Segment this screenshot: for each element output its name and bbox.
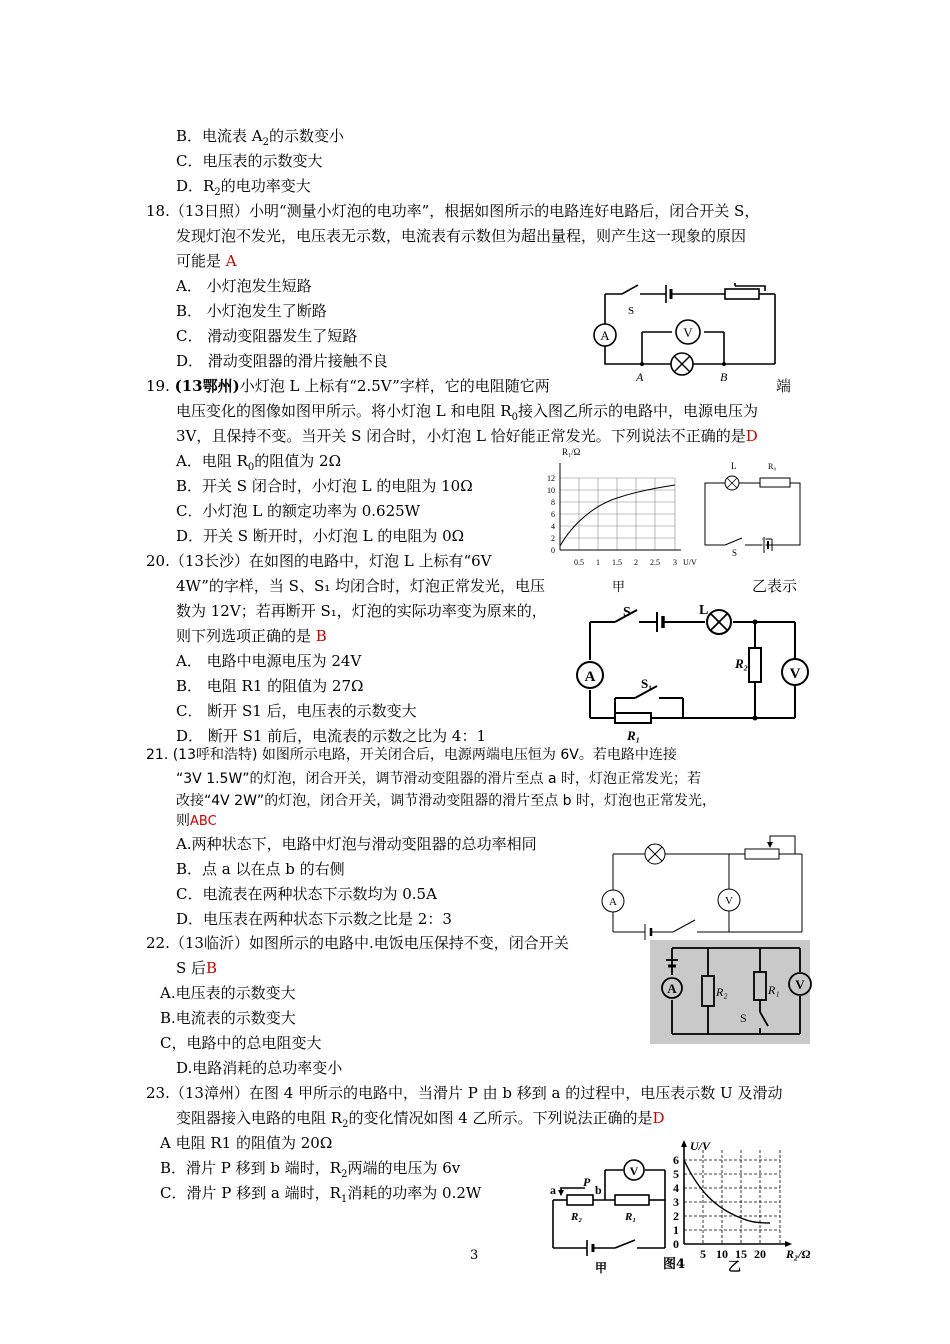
- q20-stem-line1: 20.（13长沙）在如图的电路中，灯泡 L 上标有“6V: [146, 552, 492, 570]
- q21-answer: ABC: [190, 814, 217, 829]
- q18-stem-line3: 可能是 A: [176, 252, 237, 270]
- graph-x-label: U/V: [683, 558, 697, 567]
- svg-text:12: 12: [547, 474, 555, 483]
- svg-text:1: 1: [596, 558, 600, 567]
- q18-option-b: B． 小灯泡发生了断路: [176, 302, 327, 320]
- q23-circuit-figure: [545, 1140, 675, 1275]
- resistor-r2-label: R₂: [716, 985, 728, 999]
- q20-stem-line2: 4W”的字样，当 S、S₁ 均闭合时，灯泡正常发光，电压: [176, 577, 546, 595]
- q17-option-d: D．$R_2$的电功率变大: [176, 177, 311, 198]
- q20-stem-line3: 数为 12V；若再断开 S₁，灯泡的实际功率变为原来的，: [176, 602, 547, 620]
- q19-stem-line1-end: 端: [776, 377, 792, 395]
- lamp-label: L: [731, 461, 737, 471]
- switch-s1-label: S₁: [641, 676, 653, 691]
- svg-text:3: 3: [673, 558, 677, 567]
- point-a-label: A: [636, 370, 644, 384]
- ammeter-label: A: [600, 328, 610, 343]
- q18-option-d: D． 滑动变阻器的滑片接触不良: [176, 352, 388, 370]
- svg-text:8: 8: [551, 498, 555, 507]
- svg-text:0.5: 0.5: [574, 558, 584, 567]
- q20-option-c: C． 断开 S1 后，电压表的示数变大: [176, 702, 417, 720]
- svg-text:2: 2: [551, 534, 555, 543]
- ammeter-label: A: [584, 669, 596, 685]
- q21-option-d: D．电压表在两种状态下示数之比是 2：3: [176, 910, 452, 928]
- svg-text:15: 15: [735, 1247, 747, 1261]
- q19-option-d: D．开关 S 断开时，小灯泡 L 的电阻为 0Ω: [176, 527, 465, 545]
- voltage-curve: [684, 1160, 770, 1223]
- q19-answer: D: [745, 427, 758, 445]
- switch-label: S: [732, 548, 738, 558]
- q23-option-a: A 电阻 R1 的阻值为 20Ω: [160, 1134, 333, 1152]
- svg-text:0: 0: [551, 546, 555, 555]
- q17-option-b: B．电流表 $A_2$的示数变小: [176, 127, 345, 148]
- q20-answer: B: [315, 627, 327, 645]
- resistance-curve: [560, 485, 675, 546]
- q18-option-a: A． 小灯泡发生短路: [176, 277, 312, 295]
- q19-stem-line3: 3V，且保持不变。当开关 S 闭合时，小灯泡 L 恰好能正常发光。下列说法不正确的是D: [176, 427, 758, 445]
- svg-text:2: 2: [634, 558, 638, 567]
- switch-label: S: [740, 1011, 747, 1025]
- svg-text:4: 4: [673, 1181, 679, 1195]
- voltmeter-label: V: [789, 666, 801, 682]
- resistor-r1-label: R₁: [768, 983, 780, 997]
- q23-option-b: B．滑片 P 移到 b 端时，$R_2$两端的电压为 6v: [160, 1159, 461, 1180]
- q21-stem-line2: “3V 1.5W”的灯泡，闭合开关，调节滑动变阻器的滑片至点 a 时，灯泡正常发光；若: [176, 771, 702, 787]
- q19-fig-yi-caption: 乙表示: [752, 577, 798, 595]
- q20-circuit-figure: [575, 600, 810, 745]
- q19-option-a: A．电阻 $R_0$的阻值为 2Ω: [176, 452, 342, 473]
- q22-option-c: C，电路中的总电阻变大: [160, 1034, 322, 1052]
- resistor-label: R₀: [768, 462, 777, 471]
- q21-option-b: B．点 a 以在点 b 的右侧: [176, 860, 345, 878]
- graph-y-label: R₁/Ω: [562, 447, 581, 457]
- q23-graph-figure: [670, 1140, 820, 1260]
- point-a-label: a: [550, 1183, 556, 1197]
- q18-answer: A: [225, 252, 237, 270]
- q19-option-c: C．小灯泡 L 的额定功率为 0.625W: [176, 502, 421, 520]
- q19-stem-line2: 电压变化的图像如图甲所示。将小灯泡 L 和电阻 $R_0$接入图乙所示的电路中，电源电压为: [176, 402, 758, 423]
- svg-text:1.5: 1.5: [612, 558, 622, 567]
- graph-x-label: R₂/Ω: [786, 1247, 811, 1261]
- voltmeter-label: V: [795, 977, 805, 992]
- voltmeter-label: V: [683, 325, 693, 340]
- svg-text:1: 1: [673, 1223, 679, 1237]
- resistor-r1-label: R₁: [625, 1211, 637, 1223]
- slider-p-label: P: [583, 1175, 591, 1189]
- resistor-r1-label: R₁: [627, 728, 641, 743]
- q21-option-a: A.两种状态下，电路中灯泡与滑动变阻器的总功率相同: [176, 835, 537, 853]
- resistor-r2-label: R₂: [571, 1211, 583, 1223]
- q20-stem-line4: 则下列选项正确的是 B: [176, 627, 327, 645]
- q22-option-d: D.电路消耗的总功率变小: [176, 1059, 343, 1077]
- q19-option-b: B．开关 S 闭合时，小灯泡 L 的电阻为 10Ω: [176, 477, 473, 495]
- q23-fig-yi-caption: 乙: [728, 1260, 742, 1275]
- svg-text:10: 10: [547, 486, 555, 495]
- page-number: 3: [470, 1248, 479, 1263]
- svg-text:2.5: 2.5: [650, 558, 660, 567]
- lamp-label: L: [699, 603, 709, 618]
- q17-option-c: C．电压表的示数变大: [176, 152, 323, 170]
- q23-answer: D: [652, 1109, 665, 1127]
- q22-answer: B: [206, 959, 218, 977]
- q18-stem-line1: 18.（13日照）小明“测量小灯泡的电功率”，根据如图所示的电路连好电路后，闭合开关 S，: [146, 202, 760, 220]
- q19-graph-figure: [535, 443, 697, 573]
- q19-stem-line1: 19. (13鄂州)小灯泡 L 上标有“2.5V”字样，它的电阻随它两: [146, 377, 550, 395]
- svg-text:10: 10: [716, 1247, 728, 1261]
- graph-y-label: U/V: [690, 1139, 711, 1153]
- q23-fig4-caption: 图4: [663, 1257, 686, 1272]
- q22-circuit-figure: [650, 940, 810, 1044]
- ammeter-label: A: [667, 981, 677, 996]
- q21-stem-line1: 21. (13呼和浩特) 如图所示电路，开关闭合后，电源两端电压恒为 6V。若电路中连接: [146, 747, 677, 763]
- q19-fig-jia-caption: 甲: [612, 580, 626, 595]
- svg-text:5: 5: [700, 1247, 706, 1261]
- q20-option-d: D． 断开 S1 前后，电流表的示数之比为 4：1: [176, 727, 487, 745]
- q23-option-c: C．滑片 P 移到 a 端时，$R_1$消耗的功率为 0.2W: [160, 1184, 482, 1205]
- q18-option-c: C． 滑动变阻器发生了短路: [176, 327, 358, 345]
- switch-s-label: S: [623, 605, 631, 620]
- svg-text:4: 4: [551, 522, 555, 531]
- q21-circuit-figure: [595, 832, 805, 947]
- q18-stem-line2: 发现灯泡不发光，电压表无示数，电流表有示数但为超出量程，则产生这一现象的原因: [176, 227, 747, 245]
- svg-text:20: 20: [754, 1247, 766, 1261]
- resistor-r2-label: R₂: [735, 656, 749, 671]
- q21-stem-line4: 则ABC: [176, 813, 217, 829]
- svg-text:5: 5: [673, 1167, 679, 1181]
- point-b-label: B: [720, 370, 728, 384]
- q19-circuit-figure: [700, 455, 805, 558]
- svg-text:0: 0: [673, 1237, 679, 1251]
- q22-stem-line1: 22.（13临沂）如图所示的电路中.电饭电压保持不变，闭合开关: [146, 934, 569, 952]
- voltmeter-label: V: [725, 895, 733, 907]
- q23-stem-line1: 23.（13漳州）在图 4 甲所示的电路中，当滑片 P 由 b 移到 a 的过程中，电压表示数 U 及滑动: [146, 1084, 783, 1102]
- voltmeter-label: V: [629, 1164, 639, 1178]
- svg-text:3: 3: [673, 1195, 679, 1209]
- q22-option-b: B.电流表的示数变大: [160, 1009, 296, 1027]
- q22-option-a: A.电压表的示数变大: [160, 984, 296, 1002]
- point-b-label: b: [595, 1183, 602, 1197]
- q23-stem-line2: 变阻器接入电路的电阻 $R_2$的变化情况如图 4 乙所示。下列说法正确的是D: [176, 1109, 665, 1130]
- q18-circuit-figure: [580, 282, 780, 384]
- svg-text:6: 6: [551, 510, 555, 519]
- svg-text:2: 2: [673, 1209, 679, 1223]
- ammeter-label: A: [609, 896, 617, 908]
- q22-stem-line2: S 后B: [176, 959, 218, 977]
- svg-text:6: 6: [673, 1153, 679, 1167]
- switch-label: S: [628, 305, 635, 317]
- q20-option-a: A． 电路中电源电压为 24V: [176, 652, 362, 670]
- q21-stem-line3: 改接“4V 2W”的灯泡，闭合开关，调节滑动变阻器的滑片至点 b 时，灯泡也正常发光，: [176, 793, 716, 809]
- q20-option-b: B． 电阻 R1 的阻值为 27Ω: [176, 677, 364, 695]
- fig-jia-caption: 甲: [595, 1261, 608, 1275]
- q21-option-c: C．电流表在两种状态下示数均为 0.5A: [176, 885, 437, 903]
